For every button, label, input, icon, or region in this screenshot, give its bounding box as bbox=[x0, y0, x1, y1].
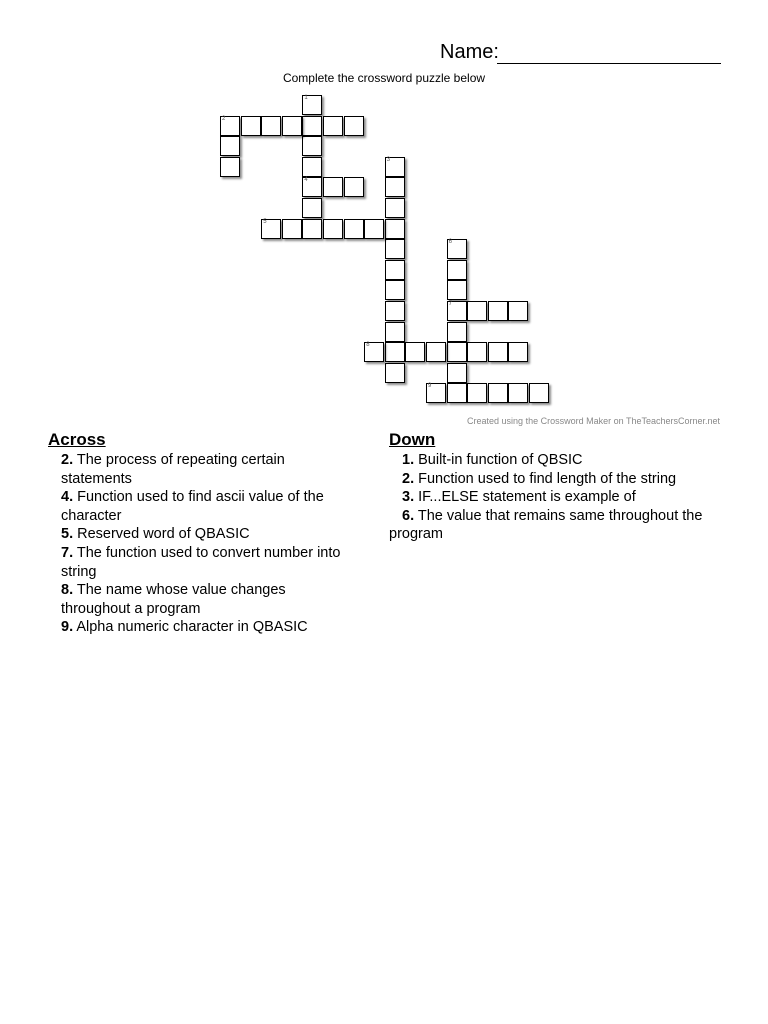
crossword-cell[interactable] bbox=[364, 342, 384, 362]
across-clue-9 bbox=[48, 618, 348, 637]
clue-number: 8. bbox=[61, 582, 74, 599]
down-clue-2 bbox=[389, 470, 719, 489]
crossword-cell[interactable] bbox=[282, 116, 302, 136]
crossword-cell[interactable] bbox=[302, 219, 322, 239]
clue-number: 9. bbox=[61, 619, 74, 636]
cell-number: 7 bbox=[448, 301, 452, 307]
clue-number: 7. bbox=[61, 544, 74, 561]
crossword-cell[interactable] bbox=[426, 383, 446, 403]
crossword-cell[interactable] bbox=[447, 342, 467, 362]
across-clue-5 bbox=[48, 525, 348, 544]
crossword-cell[interactable] bbox=[344, 219, 364, 239]
crossword-cell[interactable] bbox=[385, 239, 405, 259]
across-clues bbox=[48, 430, 348, 637]
crossword-cell[interactable] bbox=[447, 383, 467, 403]
down-heading: Down bbox=[389, 430, 436, 449]
crossword-cell[interactable] bbox=[302, 95, 322, 115]
across-clue-4 bbox=[48, 488, 348, 525]
crossword-cell[interactable] bbox=[447, 301, 467, 321]
crossword-cell[interactable] bbox=[405, 342, 425, 362]
crossword-cell[interactable] bbox=[508, 383, 528, 403]
cell-number: 3 bbox=[386, 156, 391, 163]
name-label: Name: bbox=[440, 41, 499, 63]
crossword-cell[interactable] bbox=[364, 219, 384, 239]
crossword-cell[interactable] bbox=[385, 177, 405, 197]
cell-number: 9 bbox=[428, 383, 432, 390]
crossword-cell[interactable] bbox=[241, 116, 261, 136]
clue-text: The process of repeating certain statements bbox=[61, 452, 285, 487]
clue-text: The function used to convert number into string bbox=[61, 544, 341, 580]
cell-number: 8 bbox=[366, 342, 370, 349]
clue-number: 4. bbox=[61, 489, 74, 506]
down-clue-6 bbox=[389, 507, 719, 544]
clue-text: Alpha numeric character in QBASIC bbox=[76, 619, 308, 636]
crossword-grid bbox=[0, 0, 768, 420]
down-clue-1 bbox=[389, 451, 719, 470]
clue-number: 5. bbox=[61, 526, 74, 543]
instructions: Complete the crossword puzzle below bbox=[282, 71, 486, 85]
crossword-cell[interactable] bbox=[447, 260, 467, 280]
clue-text: The name whose value changes throughout a program bbox=[61, 582, 286, 617]
crossword-cell[interactable] bbox=[385, 363, 405, 383]
down-clues bbox=[389, 430, 719, 544]
cell-number: 5 bbox=[263, 218, 267, 225]
crossword-cell[interactable] bbox=[508, 342, 528, 362]
across-heading: Across bbox=[48, 430, 106, 449]
crossword-cell[interactable] bbox=[467, 301, 487, 321]
crossword-cell[interactable] bbox=[302, 177, 322, 197]
crossword-cell[interactable] bbox=[323, 219, 343, 239]
across-clue-2 bbox=[48, 451, 348, 488]
crossword-cell[interactable] bbox=[220, 157, 240, 177]
across-clue-8 bbox=[48, 581, 348, 618]
clue-text: Reserved word of QBASIC bbox=[77, 526, 250, 543]
crossword-cell[interactable] bbox=[385, 260, 405, 280]
crossword-cell[interactable] bbox=[447, 239, 467, 259]
clue-text: Function used to find length of the string bbox=[418, 470, 677, 487]
clue-text: Built-in function of QBSIC bbox=[418, 452, 583, 468]
crossword-cell[interactable] bbox=[302, 198, 322, 218]
crossword-cell[interactable] bbox=[282, 219, 302, 239]
crossword-cell[interactable] bbox=[488, 342, 508, 362]
crossword-cell[interactable] bbox=[220, 116, 240, 136]
crossword-cell[interactable] bbox=[426, 342, 446, 362]
crossword-cell[interactable] bbox=[385, 301, 405, 321]
crossword-cell[interactable] bbox=[488, 383, 508, 403]
crossword-cell[interactable] bbox=[529, 383, 549, 403]
crossword-cell[interactable] bbox=[447, 322, 467, 342]
clue-number: 2. bbox=[61, 452, 74, 468]
crossword-cell[interactable] bbox=[447, 280, 467, 300]
crossword-cell[interactable] bbox=[302, 157, 322, 177]
clue-number: 2. bbox=[402, 470, 415, 487]
crossword-cell[interactable] bbox=[344, 116, 364, 136]
crossword-cell[interactable] bbox=[323, 116, 343, 136]
crossword-cell[interactable] bbox=[488, 301, 508, 321]
cell-number: 1 bbox=[304, 95, 308, 101]
crossword-cell[interactable] bbox=[385, 322, 405, 342]
crossword-cell[interactable] bbox=[385, 219, 405, 239]
crossword-cell[interactable] bbox=[447, 363, 467, 383]
cell-number: 4 bbox=[304, 177, 308, 184]
cell-number: 6 bbox=[448, 239, 452, 246]
crossword-cell[interactable] bbox=[220, 136, 240, 156]
crossword-cell[interactable] bbox=[385, 198, 405, 218]
credit-text: Created using the Crossword Maker on TheTeachersCorner.net bbox=[467, 416, 720, 426]
cell-number: 2 bbox=[222, 115, 226, 122]
clue-text: Function used to find ascii value of the character bbox=[61, 489, 324, 524]
crossword-cell[interactable] bbox=[261, 116, 281, 136]
crossword-cell[interactable] bbox=[467, 342, 487, 362]
clue-text: The value that remains same throughout the program bbox=[389, 507, 703, 543]
crossword-cell[interactable] bbox=[385, 280, 405, 300]
crossword-cell[interactable] bbox=[344, 177, 364, 197]
crossword-cell[interactable] bbox=[302, 116, 322, 136]
crossword-cell[interactable] bbox=[508, 301, 528, 321]
crossword-cell[interactable] bbox=[323, 177, 343, 197]
clue-text: IF...ELSE statement is example of bbox=[418, 489, 636, 506]
clue-number: 3. bbox=[402, 489, 415, 506]
clue-number: 1. bbox=[402, 452, 415, 468]
crossword-cell[interactable] bbox=[261, 219, 281, 239]
crossword-cell[interactable] bbox=[385, 157, 405, 177]
crossword-cell[interactable] bbox=[302, 136, 322, 156]
clue-number: 6. bbox=[402, 507, 415, 524]
crossword-cell[interactable] bbox=[385, 342, 405, 362]
crossword-cell[interactable] bbox=[467, 383, 487, 403]
down-clue-3 bbox=[389, 488, 719, 507]
across-clue-7 bbox=[48, 544, 348, 581]
